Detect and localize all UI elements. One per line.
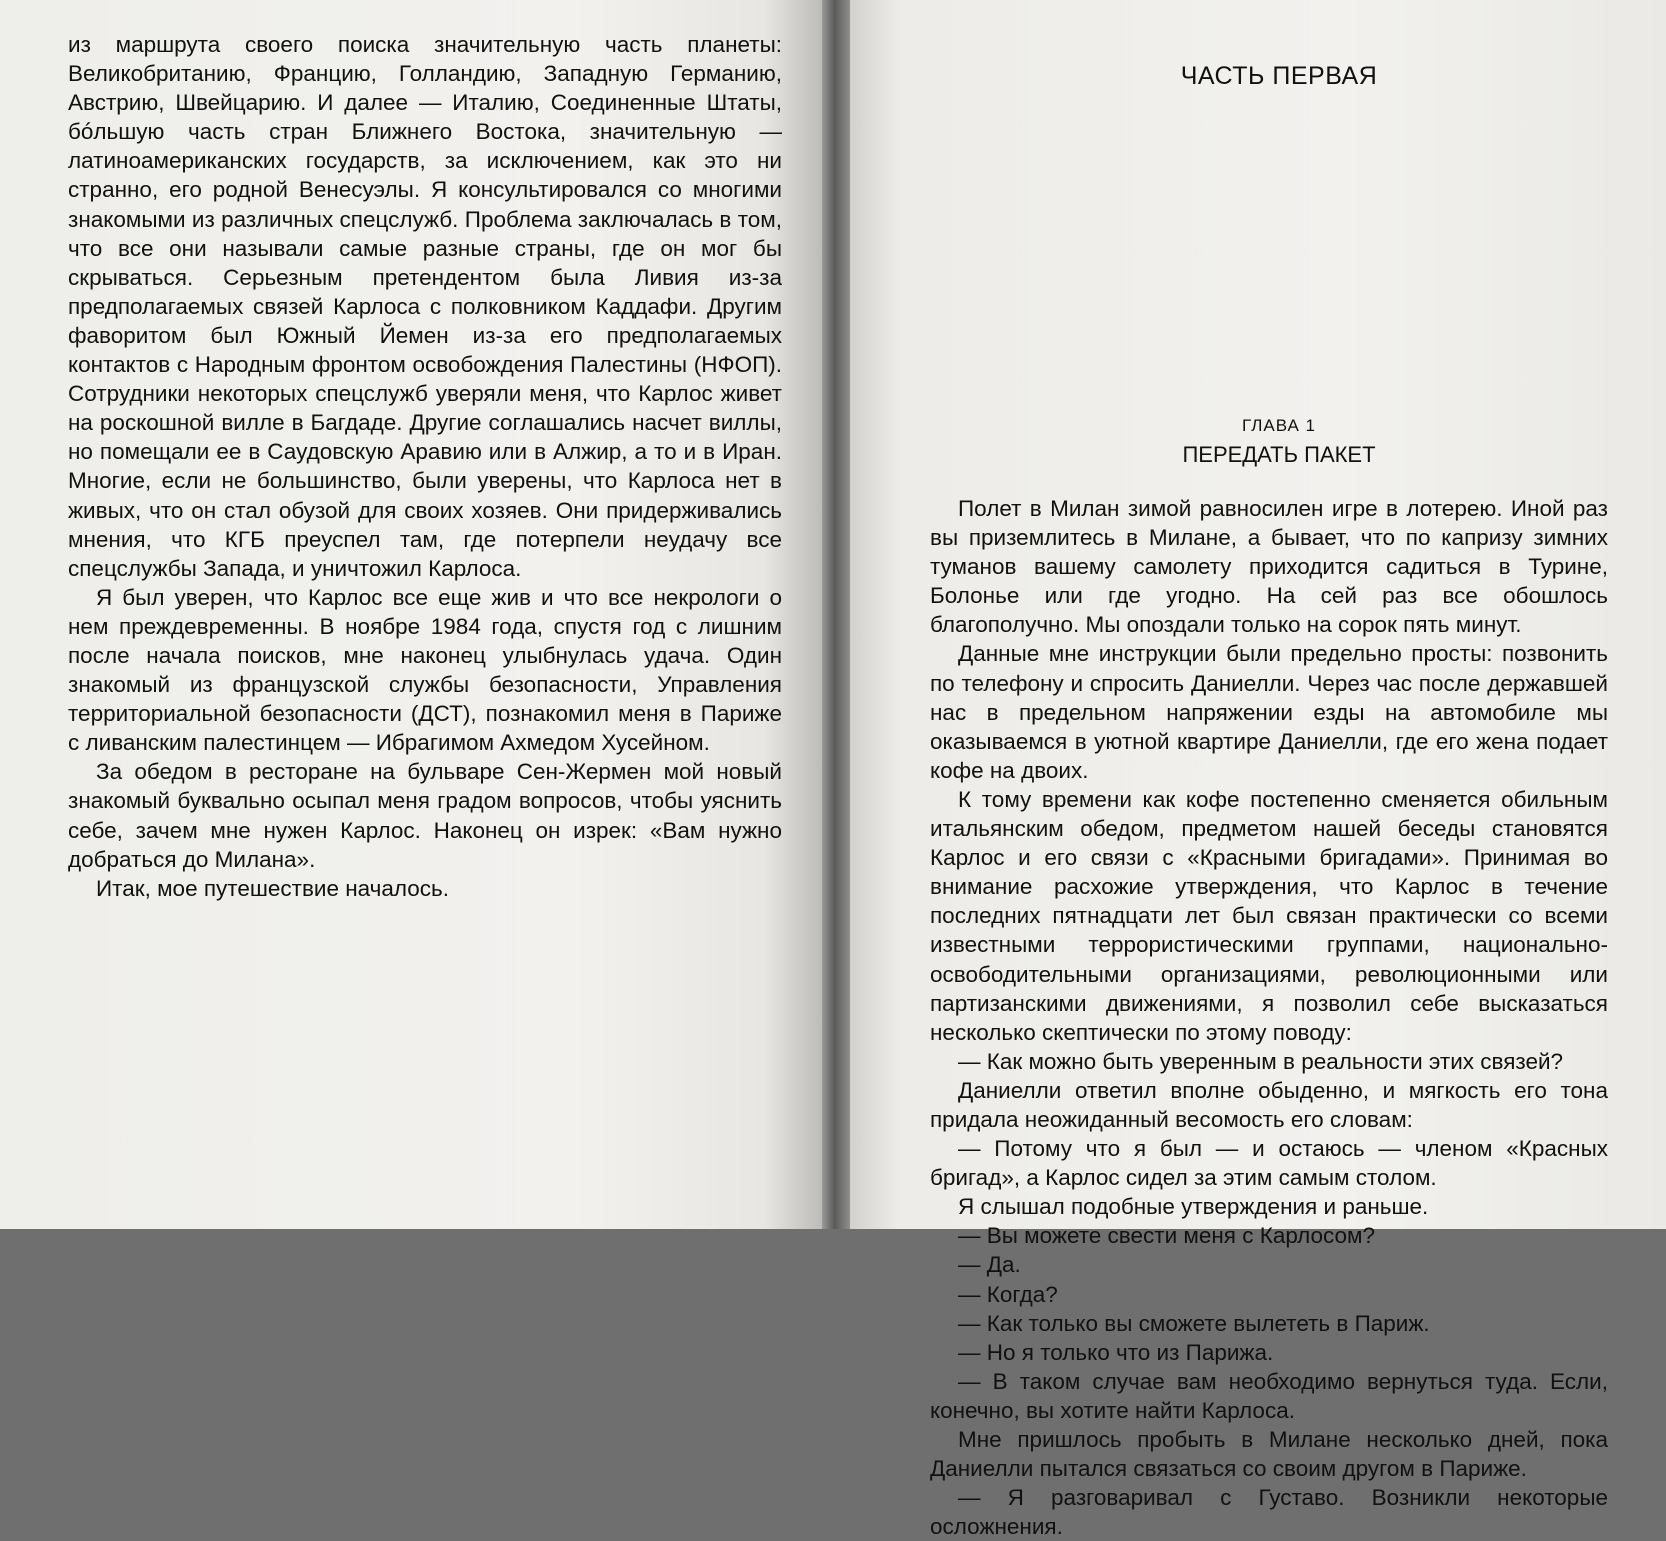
dialogue-line: — Вы можете свести меня с Карлосом?: [958, 1223, 1375, 1249]
dialogue-line: — Как только вы сможете вылететь в Париж.: [958, 1310, 1430, 1336]
dialogue-line: — Я разговаривал с Густаво. Возникли некоторые осложнения.: [930, 1485, 1608, 1540]
paragraph: Мне пришлось пробыть в Милане несколько дней, пока Даниелли пытался связаться со своим другом в Париже.: [930, 1427, 1608, 1482]
left-page: [0, 0, 822, 1229]
paragraph: К тому времени как кофе постепенно сменяется обильным итальянским обедом, предметом нашей беседы становятся Карлос и его связи с «Красными бригадами». Принимая во внимание расхожие утверждения, что Карлос в течение последних пятнадцати лет был связан практически со всеми известными террористическими группами, национально-освободительными организациями, революционными или партизанскими движениями, я позволил себе высказаться несколько скептически по этому поводу:: [930, 786, 1608, 1045]
book-gutter: [822, 0, 850, 1229]
dialogue-line: — Как можно быть уверенным в реальности этих связей?: [958, 1048, 1564, 1074]
part-title: ЧАСТЬ ПЕРВАЯ: [1180, 62, 1378, 90]
paragraph: Полет в Милан зимой равносилен игре в лотерею. Иной раз вы приземлитесь в Милане, а бывает, что по капризу зимних туманов вашему самолету приходится садиться в Турине, Болонье или где угодно. На сей раз все обошлось благополучно. Мы опоздали только на сорок пять минут.: [930, 496, 1608, 638]
chapter-title: ПЕРЕДАТЬ ПАКЕТ: [1182, 442, 1376, 467]
paragraph: Я был уверен, что Карлос все еще жив и что все некрологи о нем преждевременны. В ноябре 1984 года, спустя год с лишним после начала поисков, мне наконец улыбнулась удача. Один знакомый из французской службы безопасности, Управления территориальной безопасности (ДСТ), познакомил меня в Париже с ливанским палестинцем — Ибрагимом Ахмедом Хусейном.: [68, 584, 782, 756]
dialogue-line: — Потому что я был — и остаюсь — членом «Красных бригад», а Карлос сидел за этим самым столом.: [930, 1136, 1608, 1191]
right-page: [850, 0, 1666, 1540]
dialogue-line: — Когда?: [958, 1281, 1058, 1307]
chapter-number: ГЛАВА 1: [1241, 416, 1317, 435]
dialogue-line: — Да.: [958, 1252, 1021, 1278]
paragraph: из маршрута своего поиска значительную часть планеты: Великобританию, Францию, Голландию, Западную Германию, Австрию, Швейцарию. И далее — Италию, Соединенные Штаты, бóльшую часть стран Ближнего Востока, значительную — латиноамериканских государств, за исключением, как это ни странно, его родной Венесуэлы. Я консультировался со многими знакомыми из различных спецслужб. Проблема заключалась в том, что все они называли самые разные страны, где он мог бы скрываться. Серьезным претендентом была Ливия из-за предполагаемых связей Карлоса с полковником Каддафи. Другим фаворитом был Южный Йемен из-за его предполагаемых контактов с Народным фронтом освобождения Палестины (НФОП). Сотрудники некоторых спецслужб уверяли меня, что Карлос живет на роскошной вилле в Багдаде. Другие соглашались насчет виллы, но помещали ее в Саудовскую Аравию или в Алжир, а то и в Иран. Многие, если не большинство, были уверены, что Карлоса нет в живых, что он стал обузой для своих хозяев. Они придерживались мнения, что КГБ преуспел там, где потерпели неудачу все спецслужбы Запада, и уничтожил Карлоса.: [68, 32, 782, 581]
paragraph: Я слышал подобные утверждения и раньше.: [958, 1194, 1429, 1220]
left-page-text: [68, 30, 782, 903]
paragraph: Даниелли ответил вполне обыденно, и мягкость его тона придала неожиданный весомость его словам:: [930, 1077, 1608, 1132]
paragraph: Итак, мое путешествие началось.: [96, 875, 450, 901]
dialogue-line: — Но я только что из Парижа.: [958, 1339, 1274, 1365]
paragraph: Данные мне инструкции были предельно просты: позвонить по телефону и спросить Даниелли. Через час после державшей нас в предельном напряжении езды на автомобиле мы оказываемся в уютной квартире Даниелли, где его жена подает кофе на двоих.: [930, 641, 1608, 783]
right-page-text: [880, 494, 1608, 1541]
paragraph: За обедом в ресторане на бульваре Сен-Жермен мой новый знакомый буквально осыпал меня градом вопросов, чтобы уяснить себе, зачем мне нужен Карлос. Наконец он изрек: «Вам нужно добраться до Милана».: [68, 759, 782, 872]
dialogue-line: — В таком случае вам необходимо вернуться туда. Если, конечно, вы хотите найти Карлоса.: [930, 1368, 1608, 1423]
